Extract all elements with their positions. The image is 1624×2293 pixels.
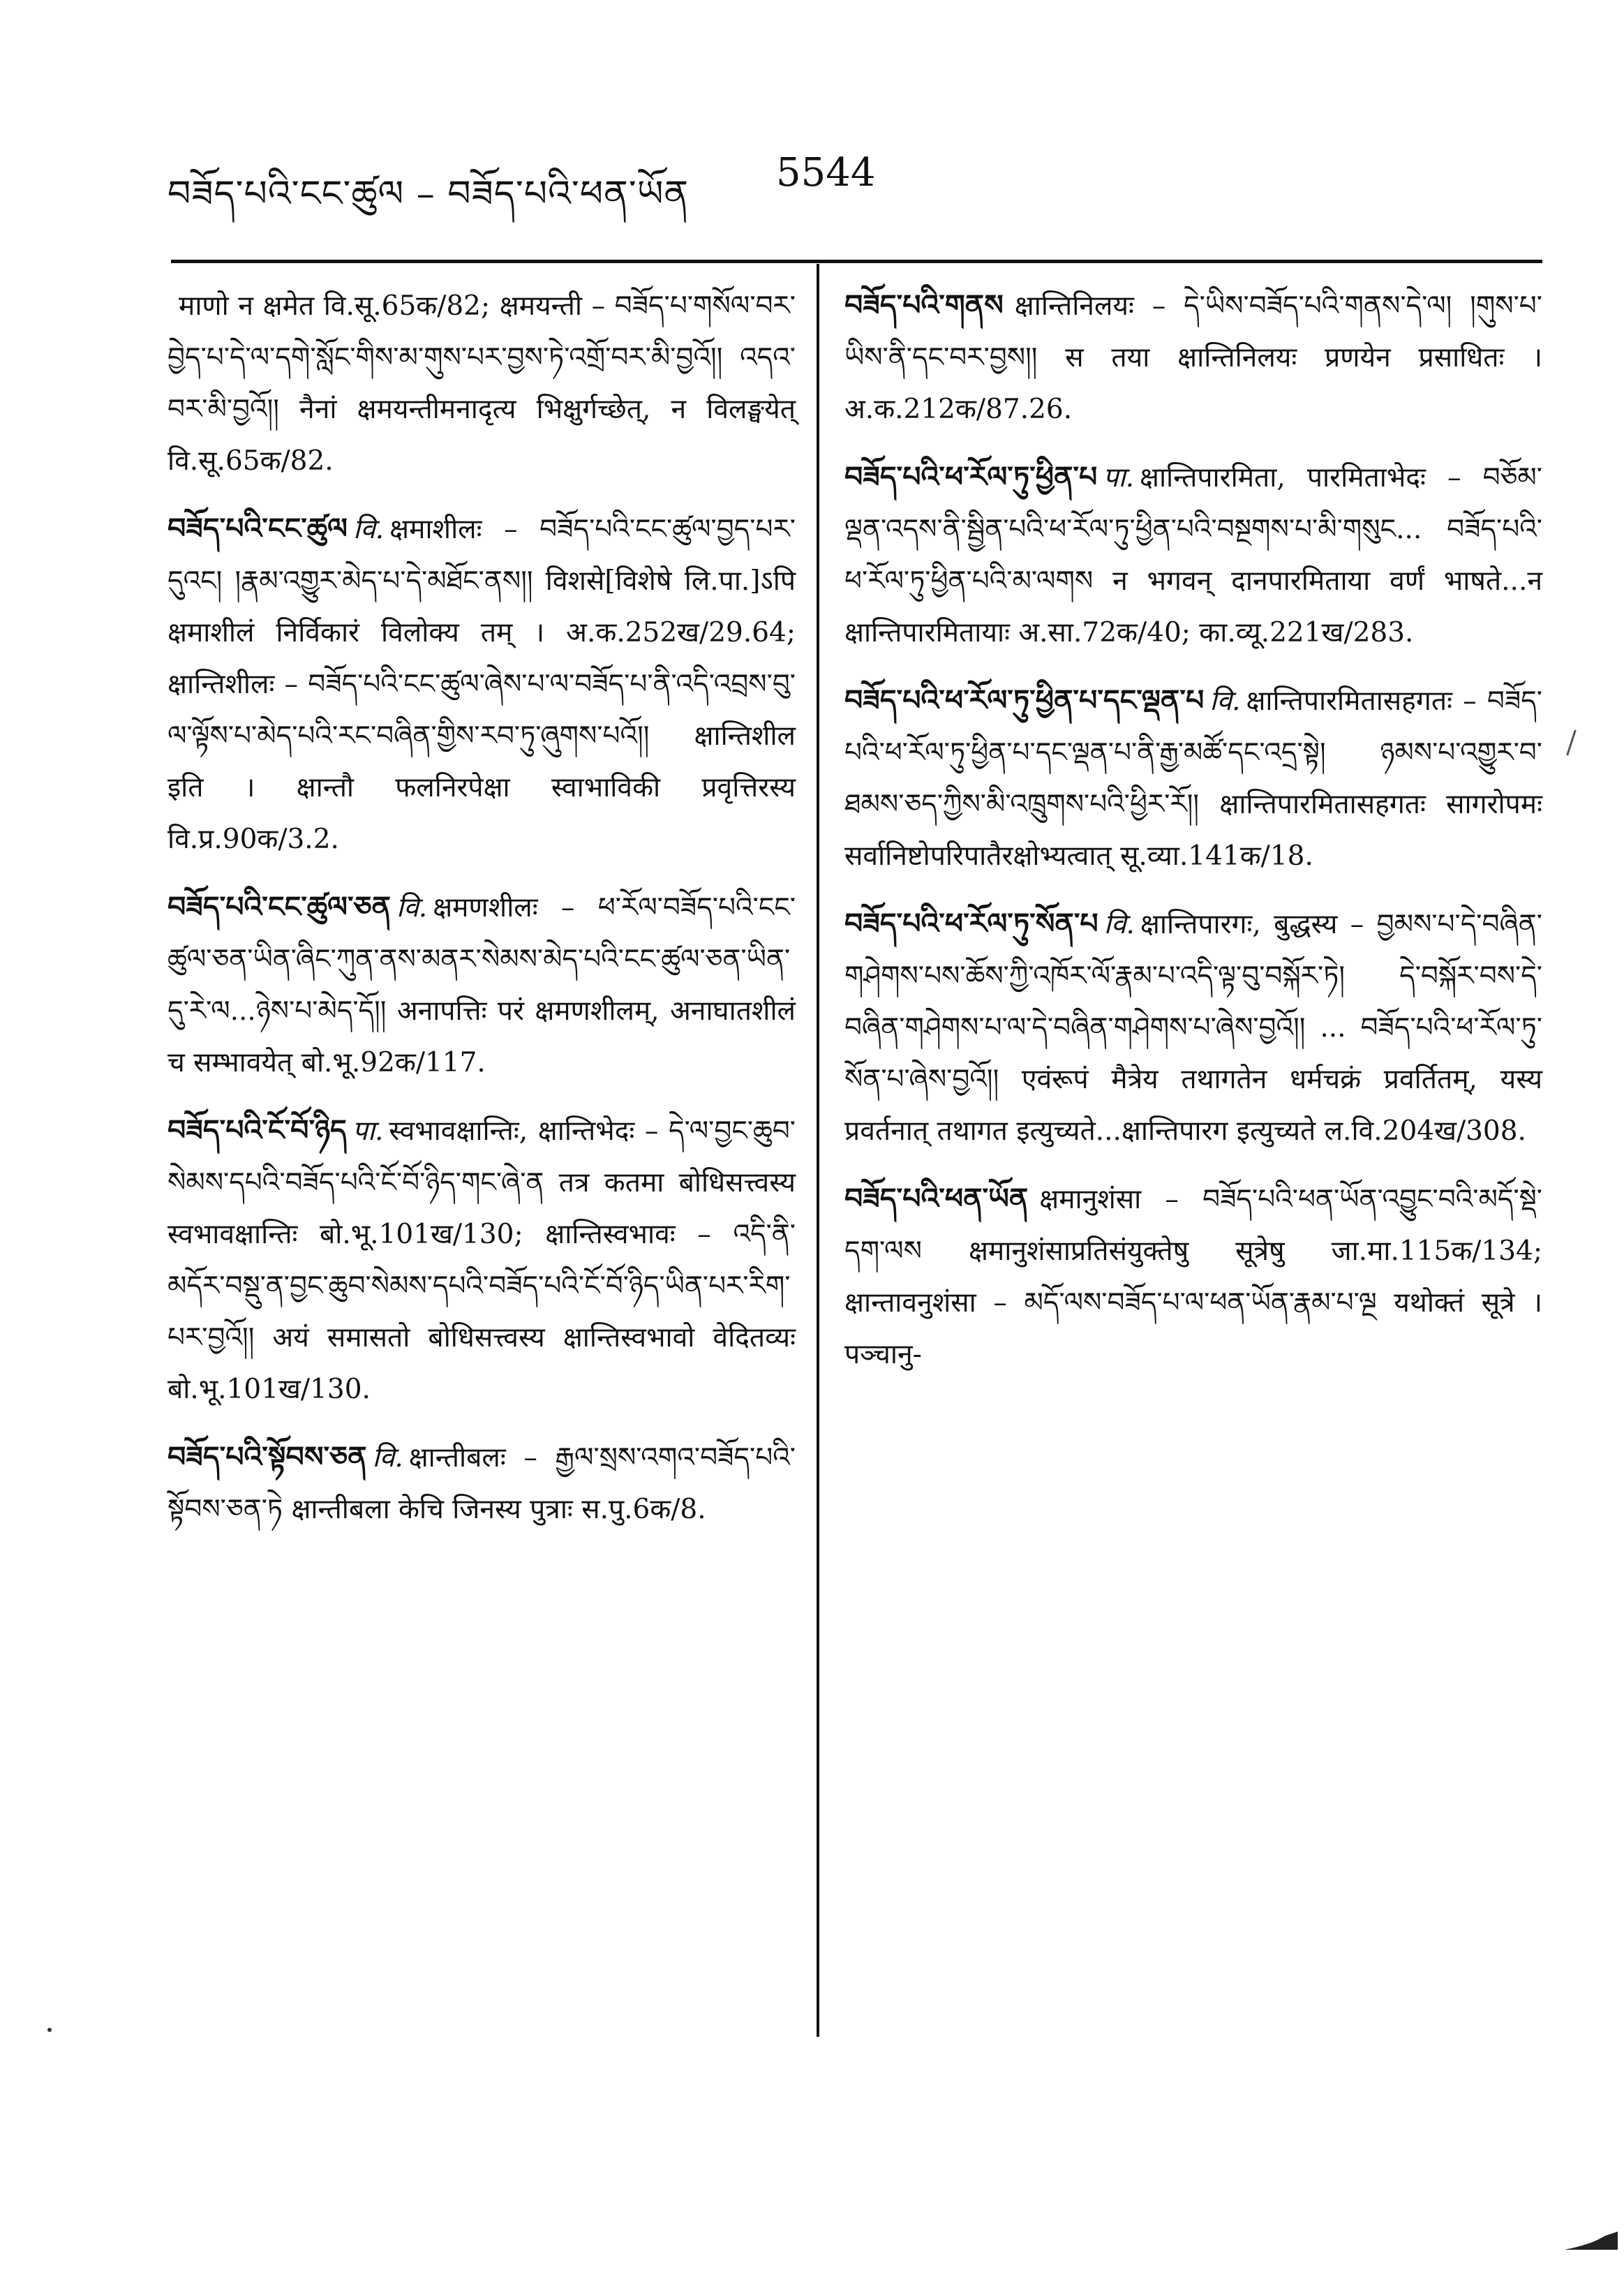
right-column bbox=[844, 279, 1542, 1396]
entry-headword: བཟོད་པའི་ངོ་བོ་ཉིད bbox=[167, 1113, 347, 1147]
entry-headword: བཟོད་པའི་ཕན་ཡོན bbox=[844, 1182, 1029, 1215]
page-header bbox=[0, 0, 1624, 251]
entry-grammar-label: पा. bbox=[1103, 462, 1134, 494]
dictionary-entry bbox=[844, 898, 1542, 1157]
entry-headword: བཟོད་པའི་ཕ་རོལ་ཏུ་ཕྱིན་པ་དང་ལྡན་པ bbox=[844, 683, 1205, 717]
dictionary-entry bbox=[844, 279, 1542, 436]
page-corner-scan-artifact bbox=[1563, 2230, 1619, 2251]
entry-body: क्षान्तिपारमिता, पारमिताभेदः – བཅོམ་ལྡན་འདས་ནི་སྦྱིན་པའི་ཕ་རོལ་ཏུ་ཕྱིན་པའི་བསྔགས་པ་མི་གསུང... བཟོད་པའི་ཕ་རོལ་ཏུ་ཕྱིན་པའི་མ་ལགས न भगवन् दानपारमिताया वर्णं भाषते...न क्षान्तिपारमितायाः अ.सा.72क/40; का.व्यू.221ख/283. bbox=[844, 462, 1542, 648]
entry-grammar-label: वि. bbox=[1209, 685, 1241, 717]
entry-body: क्षान्तिपारमितासहगतः – བཟོད་པའི་ཕ་རོལ་ཏུ་ཕྱིན་པ་དང་ལྡན་པ་ནི་རྒྱ་མཚོ་དང་འདྲ་སྟེ། ཉམས་པ་འགྱུར་བ་ཐམས་ཅད་ཀྱིས་མི་འཁྲུགས་པའི་ཕྱིར་རོ།། क्षान्तिपारमितासहगतः सागरोपमः सर्वानिष्टोपरिपातैरक्षोभ्यत्वात् सू.व्या.141क/18. bbox=[844, 685, 1542, 872]
entry-headword: བཟོད་པའི་གནས bbox=[844, 288, 1004, 322]
scan-speck bbox=[47, 2028, 52, 2032]
dictionary-entry bbox=[844, 1173, 1542, 1381]
left-column bbox=[167, 279, 796, 1551]
dictionary-entry bbox=[167, 503, 796, 866]
entry-grammar-label: वि. bbox=[352, 514, 385, 545]
entry-body: क्षमानुशंसा – བཟོད་པའི་ཕན་ཡོན་འབྱུང་བའི་མདོ་སྡེ་དག་ལས क्षमानुशंसाप्रतिसंयुक्तेषु सूत्रेषु जा.मा.115क/134; क्षान्तावनुशंसा – མདོ་ལས་བཟོད་པ་ལ་ཕན་ཡོན་རྣམ་པ་ལྔ यथोक्तं सूत्रे । पञ्चानु- bbox=[844, 1184, 1542, 1370]
column-divider bbox=[817, 264, 819, 2037]
entry-grammar-label: वि. bbox=[372, 1442, 403, 1474]
entry-grammar-label: वि. bbox=[396, 892, 428, 923]
margin-pencil-mark bbox=[1566, 729, 1577, 755]
entry-body: क्षान्तीबलः – རྒྱལ་སྲས་འགའ་བཟོད་པའི་སྟོབས་ཅན་ཏེ क्षान्तीबला केचि जिनस्य पुत्राः स.पु.6क/8. bbox=[167, 1442, 796, 1525]
entry-headword: བཟོད་པའི་སྟོབས་ཅན bbox=[167, 1440, 367, 1474]
dictionary-entry bbox=[167, 279, 796, 487]
page-number: 5544 bbox=[776, 150, 876, 195]
entry-headword: བཟོད་པའི་ཕ་རོལ་ཏུ་སོན་པ bbox=[844, 907, 1098, 940]
entry-grammar-label: वि. bbox=[1103, 909, 1135, 940]
entry-headword: བཟོད་པའི་ངང་ཚུལ་ཅན bbox=[167, 890, 392, 923]
entry-body: क्षान्तिपारगः, बुद्धस्य – བྱམས་པ་དེ་བཞིན་གཤེགས་པས་ཆོས་ཀྱི་འཁོར་ལོ་རྣམ་པ་འདི་ལྟ་བུ་བསྐོར་ཏེ། དེ་བསྐོར་བས་དེ་བཞིན་གཤེགས་པ་ལ་དེ་བཞིན་གཤེགས་པ་ཞེས་བྱའོ།། ... བཟོད་པའི་ཕ་རོལ་ཏུ་སོན་པ་ཞེས་བྱའོ།། एवंरूपं मैत्रेय तथागतेन धर्मचक्रं प्रवर्तितम्, यस्य प्रवर्तनात् तथागत इत्युच्यते...क्षान्तिपारग इत्युच्यते ल.वि.204ख/308. bbox=[844, 909, 1542, 1147]
entry-headword: བཟོད་པའི་ངང་ཚུལ bbox=[167, 512, 348, 545]
entry-body: क्षमाशीलः – བཟོད་པའི་ངང་ཚུལ་བྱད་པར་དུའང། །རྣམ་འགྱུར་མེད་པ་དེ་མཐོང་ནས།། विशसे[विशेषे लि.पा.]ऽपि क्षमाशीलं निर्विकारं विलोक्य तम् । अ.क.252ख/29.64; क्षान्तिशीलः – བཟོད་པའི་ངང་ཚུལ་ཞེས་པ་ལ་བཟོད་པ་ནི་འདི་འབྲས་བུ་ལ་ལྟོས་པ་མེད་པའི་རང་བཞིན་གྱིས་རབ་ཏུ་ཞུགས་པའོ།། क्षान्तिशील इति । क्षान्तौ फलनिरपेक्षा स्वाभाविकी प्रवृत्तिरस्य वि.प्र.90क/3.2. bbox=[167, 514, 796, 855]
entry-body: क्षान्तिनिलयः – དེ་ཡིས་བཟོད་པའི་གནས་དེ་ལ། །གུས་པ་ཡིས་ནི་དང་བར་བྱས།། स तया क्षान्तिनिलयः प्रणयेन प्रसाधितः । अ.क.212क/87.26. bbox=[844, 290, 1542, 425]
entry-headword: བཟོད་པའི་ཕ་རོལ་ཏུ་ཕྱིན་པ bbox=[844, 460, 1098, 494]
dictionary-entry bbox=[844, 674, 1542, 882]
dictionary-entry bbox=[844, 451, 1542, 659]
entry-body: स्वभावक्षान्तिः, क्षान्तिभेदः – དེ་ལ་བྱང་ཆུབ་སེམས་དཔའི་བཟོད་པའི་ངོ་བོ་ཉིད་གང་ཞེ་ན तत्र कतमा बोधिसत्त्वस्य स्वभावक्षान्तिः बो.भू.101ख/130; क्षान्तिस्वभावः – འདི་ནི་མདོར་བསྡུ་ན་བྱང་ཆུབ་སེམས་དཔའི་བཟོད་པའི་ངོ་བོ་ཉིད་ཡིན་པར་རིག་པར་བྱའོ།། अयं समासतो बोधिसत्त्वस्य क्षान्तिस्वभावो वेदितव्यः बो.भू.101ख/130. bbox=[167, 1115, 796, 1405]
dictionary-entry bbox=[167, 881, 796, 1089]
running-head: བཟོད་པའི་ངང་ཚུལ – བཟོད་པའི་ཕན་ཡོན bbox=[167, 173, 690, 215]
entry-body: क्षमणशीलः – ཕ་རོལ་བཟོད་པའི་ངང་ཚུལ་ཅན་ཡིན་ཞིང་ཀུན་ནས་མནར་སེམས་མེད་པའི་ངང་ཚུལ་ཅན་ཡིན་དུ་རེ་ལ...ཉེས་པ་མེད་དོ།། अनापत्तिः परं क्षमणशीलम्, अनाघातशीलं च सम्भावयेत् बो.भू.92क/117. bbox=[167, 892, 796, 1078]
dictionary-entry bbox=[167, 1431, 796, 1536]
entry-body: माणो न क्षमेत वि.सू.65क/82; क्षमयन्ती – བཟོད་པ་གསོལ་བར་བྱེད་པ་དེ་ལ་དགེ་སློང་གིས་མ་གུས་པར་བྱས་ཏེ་འགྲོ་བར་མི་བྱའོ།། འདའ་བར་མི་བྱའོ།། नैनां क्षमयन्तीमनादृत्य भिक्षुर्गच्छेत्, न विलङ्घयेत् वि.सू.65क/82. bbox=[167, 290, 796, 477]
entry-grammar-label: पा. bbox=[352, 1115, 384, 1147]
dictionary-entry bbox=[167, 1104, 796, 1416]
header-rule bbox=[171, 260, 1542, 263]
